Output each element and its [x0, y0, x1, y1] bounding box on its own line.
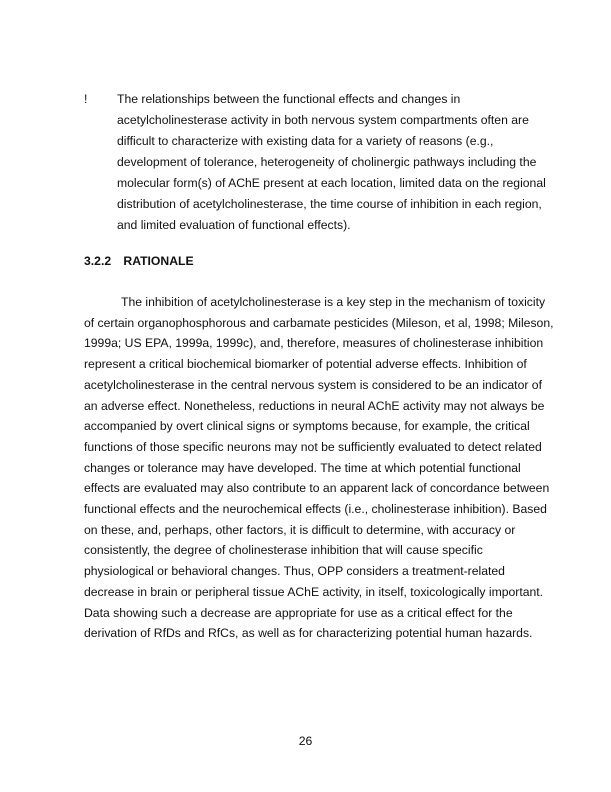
text-line: on these, and, perhaps, other factors, it is difficult to determine, with accuracy or: [84, 522, 516, 537]
page-number: 26: [298, 734, 313, 748]
text-line: The inhibition of acetylcholinesterase is a key step in the mechanism of toxicity: [121, 295, 546, 309]
text-line: molecular form(s) of AChE present at each location, limited data on the regional: [117, 176, 546, 190]
text-line: changes or tolerance may have developed. The time at which potential functional: [84, 460, 521, 475]
section-heading: [84, 251, 194, 272]
text-line: physiological or behavioral changes. Thus, OPP considers a treatment-related: [84, 564, 505, 579]
text-line: acetylcholinesterase in the central nervous system is considered to be an indicator of: [84, 377, 542, 392]
text-line: an adverse effect. Nonetheless, reductions in neural AChE activity may not always be: [84, 398, 545, 413]
bullet-marker: !: [84, 92, 88, 106]
section-number: 3.2.2: [84, 254, 112, 268]
text-line: The relationships between the functional effects and changes in: [117, 92, 461, 106]
bullet-text: [117, 89, 562, 236]
text-line: derivation of RfDs and RfCs, as well as for characterizing potential human hazards.: [84, 626, 533, 641]
text-line: functions of those specific neurons may not be sufficiently evaluated to detect related: [84, 439, 542, 454]
text-line: development of tolerance, heterogeneity of cholinergic pathways including the: [117, 155, 537, 169]
text-line: Data showing such a decrease are appropriate for use as a critical effect for the: [84, 605, 513, 620]
text-line: functional effects and the neurochemical effects (i.e., cholinesterase inhibition). Based: [84, 502, 547, 517]
section-title: RATIONALE: [123, 254, 194, 268]
body-paragraph: [84, 292, 554, 644]
text-line: consistently, the degree of cholinesterase inhibition that will cause specific: [84, 543, 483, 558]
text-line: 1999a; US EPA, 1999a, 1999c), and, therefore, measures of cholinesterase inhibition: [84, 336, 544, 351]
text-line: accompanied by overt clinical signs or symptoms because, for example, the critical: [84, 419, 530, 434]
text-line: and limited evaluation of functional effects).: [117, 218, 351, 232]
text-line: represent a critical biochemical biomarker of potential adverse effects. Inhibition of: [84, 357, 527, 372]
text-line: of certain organophosphorous and carbamate pesticides (Mileson, et al, 1998; Mileson,: [84, 315, 554, 330]
text-line: acetylcholinesterase activity in both nervous system compartments often are: [117, 113, 529, 127]
text-line: difficult to characterize with existing data for a variety of reasons (e.g.,: [117, 134, 494, 148]
text-line: effects are evaluated may also contribute to an apparent lack of concordance between: [84, 481, 550, 496]
text-line: decrease in brain or peripheral tissue AChE activity, in itself, toxicologically important.: [84, 584, 544, 599]
text-line: distribution of acetylcholinesterase, the time course of inhibition in each region,: [117, 197, 542, 211]
